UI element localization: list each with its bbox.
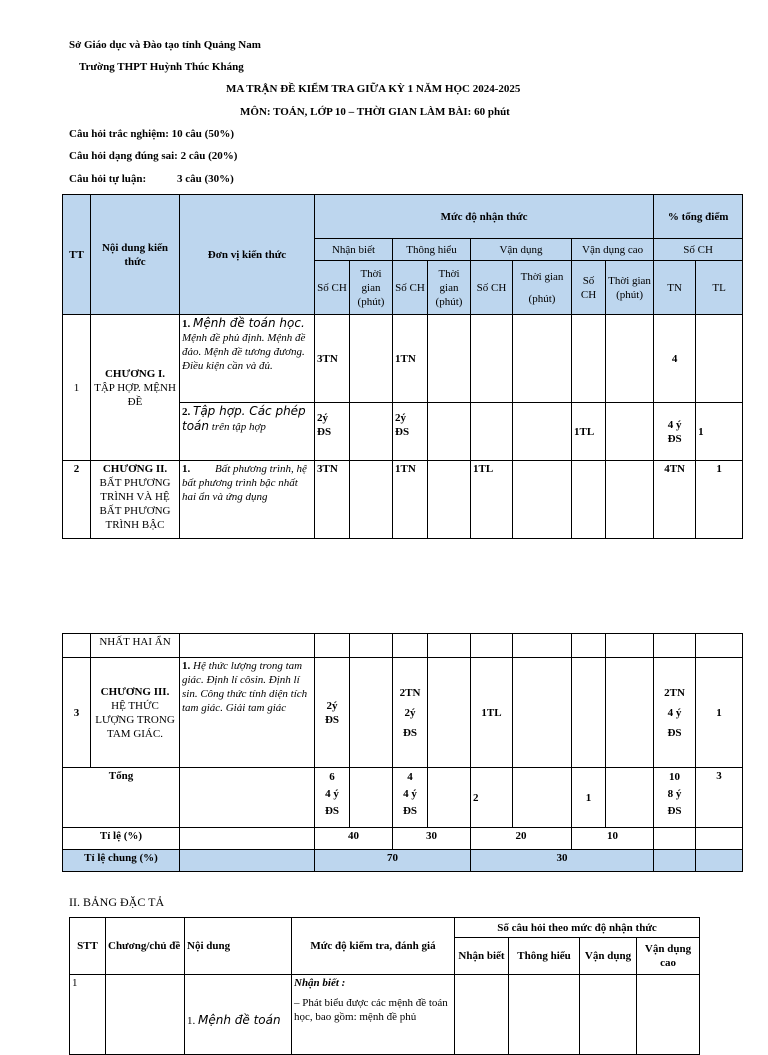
row2-description: Bất phương trình, hệ bất phương trình bậc nhất hai ẩn và ứng dụng — [182, 463, 307, 503]
row2-number: 1. — [182, 463, 191, 475]
header-time-line1: Thời gian — [520, 270, 564, 283]
header-thong-hieu: Thông hiểu — [393, 239, 471, 261]
row3-unit — [180, 658, 315, 768]
total-tn — [654, 768, 696, 828]
spec-header-vdc: Vận dụng cao — [637, 938, 700, 975]
row2-chapter — [91, 461, 180, 539]
row2-vdc-count — [572, 461, 606, 539]
row1-chapter-bold: CHƯƠNG I. — [104, 367, 166, 380]
mc-question-info: Câu hỏi trắc nghiệm: 10 câu (50%) — [69, 128, 234, 140]
header-time-line2: (phút) — [528, 292, 556, 305]
header-so-ch-total: Số CH — [654, 239, 743, 261]
row2-nb-count: 3TN — [315, 461, 350, 539]
row2-tl: 1 — [696, 461, 743, 539]
row1b-nb-line1: 2ý — [317, 412, 328, 424]
general-ratio-tl — [696, 850, 743, 872]
row2-tn: 4TN — [654, 461, 696, 539]
ratio-th: 30 — [393, 828, 471, 850]
row3-chapter-text: HỆ THỨC LƯỢNG TRONG TAM GIÁC. — [95, 699, 175, 740]
header-time: Thời gian (phút) — [350, 261, 393, 315]
row1a-th-count: 1TN — [393, 315, 428, 403]
header-tl: TL — [696, 261, 743, 315]
matrix-table-continued — [62, 633, 743, 872]
row2-chapter-text: BẤT PHƯƠNG TRÌNH VÀ HỆ BẤT PHƯƠNG TRÌNH BẬC — [99, 477, 171, 531]
row3-number: 1. — [182, 660, 191, 672]
row1a-nb-count: 3TN — [315, 315, 350, 403]
row1b-th-line1: 2ý — [395, 412, 406, 424]
cont-cell — [696, 634, 743, 658]
row3-nb-time — [350, 658, 393, 768]
spec-row1-nb — [455, 975, 509, 1055]
header-total-score: % tổng điểm — [654, 195, 743, 239]
header-unit: Đơn vị kiến thức — [180, 195, 315, 315]
cont-cell — [513, 634, 572, 658]
spec-row1-chapter — [106, 975, 185, 1055]
cont-tt — [63, 634, 91, 658]
row3-vd-count: 1TL — [471, 658, 513, 768]
spec-row1-content — [185, 975, 292, 1055]
row1b-title: Tập hợp. Các phép toán — [182, 404, 306, 433]
header-tt: TT — [63, 195, 91, 315]
total-vd-time — [513, 768, 572, 828]
total-nb — [315, 768, 350, 828]
spec-row1-content-number: 1. — [187, 1015, 196, 1027]
row1b-tn — [654, 403, 696, 461]
total-tn-line3: ĐS — [667, 805, 682, 817]
row2-th-count: 1TN — [393, 461, 428, 539]
document-subtitle: MÔN: TOÁN, LỚP 10 – THỜI GIAN LÀM BÀI: 60 phút — [240, 106, 510, 118]
row1a-vd-count — [471, 315, 513, 403]
spec-header-chapter: Chương/chủ đề — [106, 918, 185, 975]
row1b-nb-line2: ĐS — [317, 426, 332, 438]
document-title: MA TRẬN ĐỀ KIỂM TRA GIỮA KỲ 1 NĂM HỌC 2024-2025 — [226, 83, 521, 95]
row2-vdc-time — [606, 461, 654, 539]
ratio-vd: 20 — [471, 828, 572, 850]
general-ratio-tn — [654, 850, 696, 872]
truefalse-question-info: Câu hỏi dạng đúng sai: 2 câu (20%) — [69, 150, 238, 162]
row3-chapter-bold: CHƯƠNG III. — [100, 685, 170, 698]
ratio-tn — [654, 828, 696, 850]
header-nhan-biet: Nhận biết — [315, 239, 393, 261]
row1b-nb-time — [350, 403, 393, 461]
row1a-description: Mệnh đề phủ định. Mệnh đề đảo. Mệnh đề tương đương. Điều kiện cần và đủ. — [182, 332, 306, 372]
row1-chapter-text: TẬP HỢP. MỆNH ĐỀ — [94, 381, 176, 408]
row2-vd-time — [513, 461, 572, 539]
row1a-vd-time — [513, 315, 572, 403]
row1b-vd-time — [513, 403, 572, 461]
row3-nb-line2: ĐS — [324, 713, 340, 726]
row2-vd-count: 1TL — [471, 461, 513, 539]
row3-vd-time — [513, 658, 572, 768]
row2-chapter-bold: CHƯƠNG II. — [102, 463, 168, 475]
row1a-title: Mệnh đề toán học. — [193, 316, 305, 330]
spec-row1-th — [509, 975, 580, 1055]
header-so-ch: Số CH — [315, 261, 350, 315]
cont-cell — [654, 634, 696, 658]
row3-tn-line2: 4 ý — [667, 706, 682, 719]
row1b-nb-count — [315, 403, 350, 461]
matrix-table — [62, 194, 743, 539]
row1b-th-time — [428, 403, 471, 461]
spec-table — [69, 917, 700, 1055]
header-so-ch: Số CH — [393, 261, 428, 315]
cont-cell — [393, 634, 428, 658]
row3-th-line3: ĐS — [402, 726, 418, 739]
total-nb-line2: 4 ý — [325, 788, 339, 800]
row3-nb-line1: 2ý — [326, 699, 338, 712]
row3-description: Hệ thức lượng trong tam giác. Định lí côsin. Định lí sin. Công thức tính diện tích tam giác. Giải tam giác — [182, 660, 308, 714]
general-ratio-a: 70 — [315, 850, 471, 872]
header-time — [513, 261, 572, 315]
row3-vdc-time — [606, 658, 654, 768]
cont-cell — [572, 634, 606, 658]
spec-row1-vdc — [637, 975, 700, 1055]
row1a-vdc-time — [606, 315, 654, 403]
total-vdc-time — [606, 768, 654, 828]
cont-unit — [180, 634, 315, 658]
spec-row1-stt: 1 — [70, 975, 106, 1055]
total-th-time — [428, 768, 471, 828]
row1b-tn-line2: ĐS — [667, 432, 682, 445]
total-vdc: 1 — [572, 768, 606, 828]
total-nb-line1: 6 — [329, 771, 335, 783]
spec-row1-content-text: Mệnh đề toán — [198, 1013, 281, 1027]
cont-cell — [428, 634, 471, 658]
general-ratio-unit — [180, 850, 315, 872]
ratio-unit — [180, 828, 315, 850]
row3-tt: 3 — [63, 658, 91, 768]
department-name: Sở Giáo dục và Đào tạo tỉnh Quảng Nam — [69, 39, 261, 51]
cont-cell — [606, 634, 654, 658]
row1a-nb-time — [350, 315, 393, 403]
row3-th-line1: 2TN — [399, 686, 421, 699]
row1b-th-count — [393, 403, 428, 461]
spec-header-level: Mức độ kiểm tra, đánh giá — [292, 918, 455, 975]
ratio-nb: 40 — [315, 828, 393, 850]
row1a-vdc-count — [572, 315, 606, 403]
row3-th-line2: 2ý — [404, 706, 416, 719]
general-ratio-label: Tỉ lệ chung (%) — [63, 850, 180, 872]
header-content: Nội dung kiến thức — [91, 195, 180, 315]
row3-tn-line3: ĐS — [667, 726, 682, 739]
header-level: Mức độ nhận thức — [315, 195, 654, 239]
spec-header-content: Nội dung — [185, 918, 292, 975]
total-tn-line1: 10 — [669, 771, 680, 783]
row1a-tl — [696, 315, 743, 403]
ratio-label: Tỉ lệ (%) — [63, 828, 180, 850]
total-th-line3: ĐS — [402, 805, 418, 817]
cont-chapter: NHẤT HAI ẨN — [91, 634, 180, 658]
row1-chapter — [91, 315, 180, 461]
total-tn-line2: 8 ý — [667, 788, 682, 800]
spec-header-th: Thông hiểu — [509, 938, 580, 975]
row1a-unit — [180, 315, 315, 403]
header-tn: TN — [654, 261, 696, 315]
row1a-th-time — [428, 315, 471, 403]
school-name: Trường THPT Huỳnh Thúc Kháng — [79, 61, 244, 73]
cont-cell — [315, 634, 350, 658]
spec-header-stt: STT — [70, 918, 106, 975]
row1-tt: 1 — [63, 315, 91, 461]
ratio-tl — [696, 828, 743, 850]
section-title: II. BẢNG ĐẶC TẢ — [69, 895, 165, 909]
row1a-number: 1. — [182, 318, 191, 330]
header-time: Thời gian (phút) — [606, 261, 654, 315]
row1b-tl: 1 — [696, 403, 743, 461]
row1b-th-line2: ĐS — [395, 426, 410, 438]
row3-nb-count — [315, 658, 350, 768]
spec-row1-level-text: – Phát biểu được các mệnh đề toán học, bao gồm: mệnh đề phủ — [294, 997, 448, 1023]
header-time: Thời gian (phút) — [428, 261, 471, 315]
total-tl: 3 — [696, 768, 743, 828]
spec-row1-vd — [580, 975, 637, 1055]
cont-cell — [350, 634, 393, 658]
spec-header-count: Số câu hỏi theo mức độ nhận thức — [455, 918, 700, 938]
row1b-vdc-count: 1TL — [572, 403, 606, 461]
row3-tl: 1 — [696, 658, 743, 768]
row3-tn — [654, 658, 696, 768]
total-th-line1: 4 — [407, 771, 413, 783]
header-so-ch: Số CH — [471, 261, 513, 315]
row1b-vdc-time — [606, 403, 654, 461]
ratio-vdc: 10 — [572, 828, 654, 850]
row1b-description: trên tập hợp — [211, 421, 266, 433]
header-so-ch: Số CH — [572, 261, 606, 315]
row3-vdc-count — [572, 658, 606, 768]
total-label: Tổng — [63, 768, 180, 828]
essay-question-label: Câu hỏi tự luận: — [69, 173, 147, 185]
header-van-dung: Vận dụng — [471, 239, 572, 261]
row1b-number: 2. — [182, 406, 191, 418]
total-nb-line3: ĐS — [324, 805, 340, 817]
row1b-unit — [180, 403, 315, 461]
total-th — [393, 768, 428, 828]
spec-header-vd: Vận dụng — [580, 938, 637, 975]
row2-th-time — [428, 461, 471, 539]
row2-nb-time — [350, 461, 393, 539]
total-unit — [180, 768, 315, 828]
essay-question-value: 3 câu (30%) — [177, 173, 234, 185]
header-van-dung-cao: Vận dụng cao — [572, 239, 654, 261]
spec-header-nb: Nhận biết — [455, 938, 509, 975]
row1a-tn: 4 — [654, 315, 696, 403]
row3-tn-line1: 2TN — [664, 686, 685, 699]
spec-row1-level — [292, 975, 455, 1055]
total-vd: 2 — [471, 768, 513, 828]
row2-tt: 2 — [63, 461, 91, 539]
row1b-vd-count — [471, 403, 513, 461]
row3-th-time — [428, 658, 471, 768]
total-nb-time — [350, 768, 393, 828]
row1b-tn-line1: 4 ý — [667, 418, 682, 431]
cont-cell — [471, 634, 513, 658]
total-th-line2: 4 ý — [403, 788, 417, 800]
row2-unit — [180, 461, 315, 539]
row3-chapter — [91, 658, 180, 768]
row3-th-count — [393, 658, 428, 768]
general-ratio-b: 30 — [471, 850, 654, 872]
spec-row1-level-title: Nhận biết : — [294, 977, 346, 989]
